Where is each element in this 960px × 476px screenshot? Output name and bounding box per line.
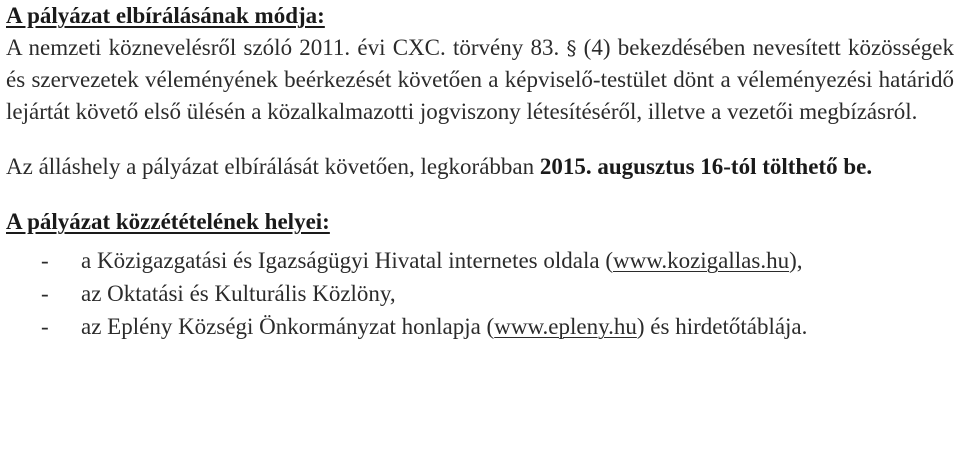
- position-start-text: Az álláshely a pályázat elbírálását követően, legkorábban: [6, 154, 540, 179]
- list-item-text: az Eplény Községi Önkormányzat honlapja (: [81, 314, 495, 339]
- list-item-text: a Közigazgatási és Igazságügyi Hivatal internetes oldala (: [81, 248, 613, 273]
- list-item-text-after: ) és hirdetőtáblája.: [636, 314, 808, 339]
- list-item-text: az Oktatási és Kulturális Közlöny,: [81, 281, 396, 306]
- list-item-text-after: ),: [789, 248, 803, 273]
- list-dash: -: [41, 281, 49, 306]
- publication-places-list: [6, 244, 954, 343]
- spacer: [6, 183, 954, 206]
- document-body: [6, 0, 954, 343]
- section-symbol: §: [566, 36, 577, 60]
- position-start-paragraph: [6, 151, 954, 183]
- spacer: [6, 128, 954, 151]
- epleny-link[interactable]: www.epleny.hu: [494, 314, 637, 339]
- list-item: [6, 277, 954, 310]
- kozigallas-link[interactable]: www.kozigallas.hu: [612, 248, 790, 273]
- section-heading-evaluation-method: A pályázat elbírálásának módja:: [6, 3, 325, 28]
- list-dash: -: [41, 248, 49, 273]
- list-item: [6, 244, 954, 277]
- list-dash: -: [41, 314, 49, 339]
- evaluation-method-paragraph: [6, 32, 954, 128]
- evaluation-text-start: A nemzeti köznevelésről szóló 2011. évi CXC. törvény 83.: [6, 35, 567, 60]
- evaluation-text-end: (4) bekezdésében nevesített közösségek és szervezetek véleményének beérkezését követően a képviselő-testület dönt a véleményezési határidő lejártát követő első ülésén a közalkalmazotti jogviszony létesítéséről, illetve a vezetői megbízásról.: [6, 35, 954, 124]
- section-heading-publication-places: A pályázat közzétételének helyei:: [6, 209, 330, 234]
- position-start-date: 2015. augusztus 16-tól tölthető be.: [539, 154, 873, 179]
- list-item: [6, 310, 954, 343]
